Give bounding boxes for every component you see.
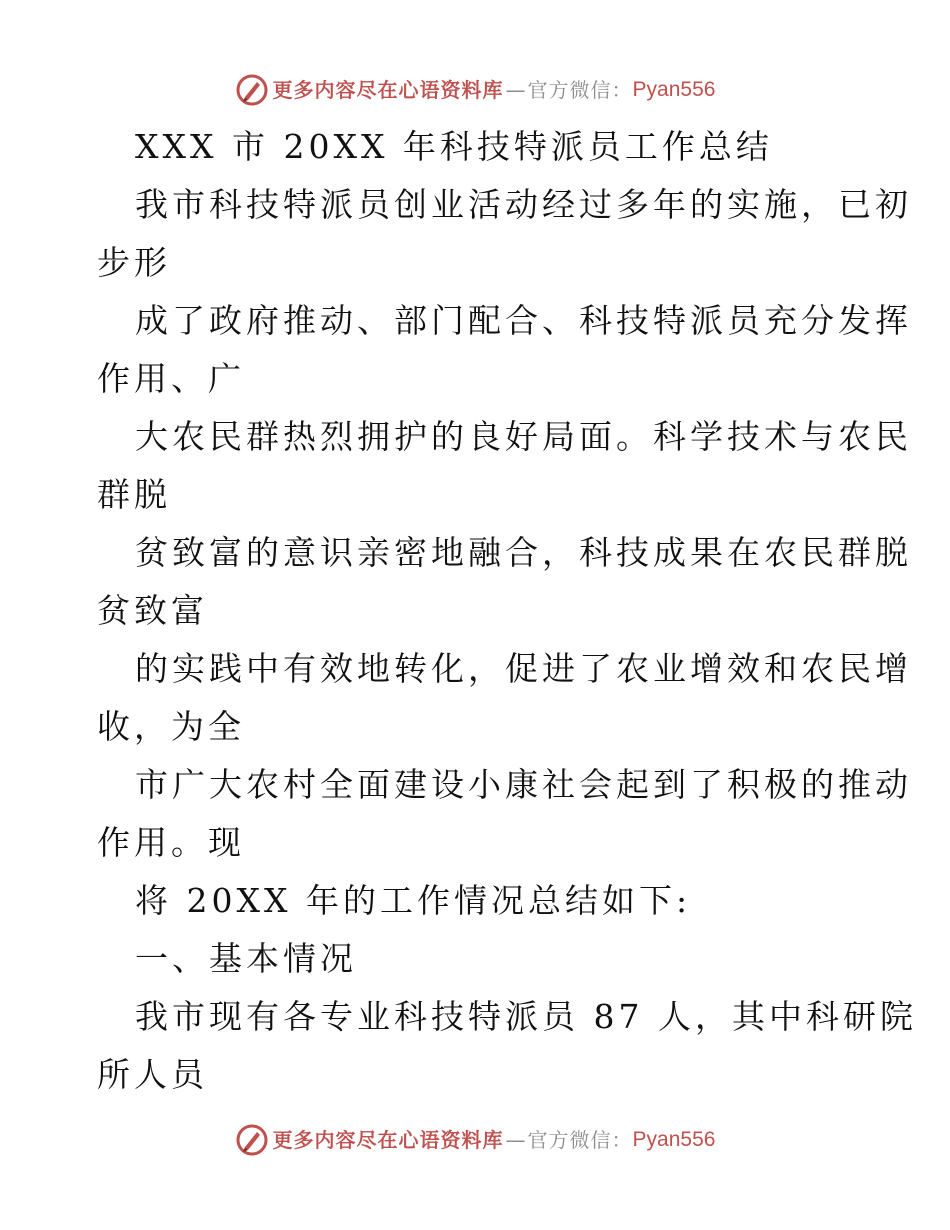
text-line: 我市科技特派员创业活动经过多年的实施，已初 xyxy=(135,185,912,224)
text-line: 的实践中有效地转化，促进了农业增效和农民增 xyxy=(135,649,912,688)
text-line: 作用。现 xyxy=(97,823,245,862)
text-line: 我市现有各专业科技特派员 87 人，其中科研院 xyxy=(135,997,917,1036)
pen-logo-icon xyxy=(235,73,269,107)
banner-text: 更多内容尽在心语资料库 xyxy=(272,78,504,102)
text-line: 所人员 xyxy=(97,1055,208,1094)
banner-wechat-label: 官方微信： xyxy=(527,1128,633,1152)
banner-text: 更多内容尽在心语资料库 xyxy=(272,1128,504,1152)
banner-dash: — xyxy=(505,1128,526,1152)
document-body xyxy=(97,118,917,1104)
banner-wechat-label: 官方微信： xyxy=(527,78,633,102)
banner-wechat-id: Pyan556 xyxy=(632,78,716,101)
text-line: 贫致富的意识亲密地融合，科技成果在农民群脱 xyxy=(135,533,912,572)
footer-banner xyxy=(0,1120,950,1160)
text-line: 将 20XX 年的工作情况总结如下: xyxy=(135,881,692,920)
text-line: 步形 xyxy=(97,243,171,282)
pen-logo-icon xyxy=(235,1123,269,1157)
text-line: XXX 市 20XX 年科技特派员工作总结 xyxy=(135,127,773,166)
text-line: 市广大农村全面建设小康社会起到了积极的推动 xyxy=(135,765,912,804)
text-line: 成了政府推动、部门配合、科技特派员充分发挥 xyxy=(135,301,912,340)
header-banner xyxy=(0,70,950,110)
banner-dash: — xyxy=(505,78,526,102)
text-line: 贫致富 xyxy=(97,591,208,630)
text-line: 大农民群热烈拥护的良好局面。科学技术与农民 xyxy=(135,417,912,456)
text-line: 一、基本情况 xyxy=(135,939,357,978)
text-line: 收，为全 xyxy=(97,707,245,746)
banner-wechat-id: Pyan556 xyxy=(632,1128,716,1151)
text-line: 作用、广 xyxy=(97,359,245,398)
text-line: 群脱 xyxy=(97,475,171,514)
